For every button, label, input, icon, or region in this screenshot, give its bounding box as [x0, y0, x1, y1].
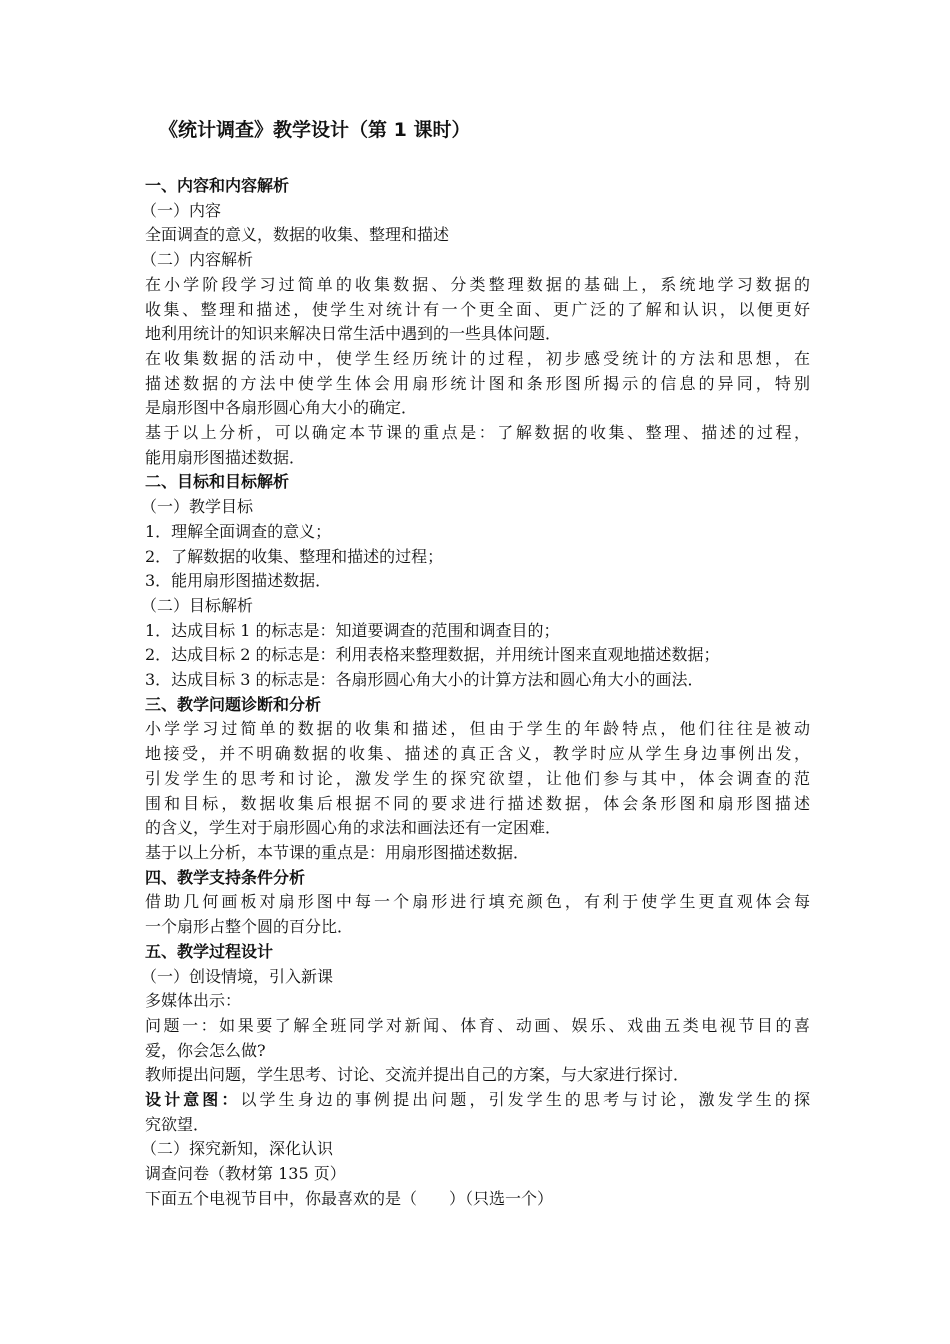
- subsection-heading: [141, 965, 810, 990]
- paragraph-line: [145, 890, 810, 915]
- paragraph-line: [145, 298, 810, 323]
- paragraph-line: [145, 396, 810, 421]
- paragraph-line: [145, 1187, 810, 1212]
- paragraph-line: [145, 717, 810, 742]
- line-text: 围和目标，数据收集后根据不同的要求进行描述数据，体会条形图和扇形图描述: [145, 793, 810, 813]
- paragraph-line: [145, 767, 810, 792]
- line-text: 教师提出问题，学生思考、讨论、交流并提出自己的方案，与大家进行探讨．: [145, 1065, 690, 1085]
- line-text: 地接受，并不明确数据的收集、描述的真正含义，教学时应从学生身边事例出发，: [145, 744, 810, 764]
- subsection-heading: [141, 495, 810, 520]
- subsection-heading: [141, 248, 810, 273]
- section-heading: [145, 940, 810, 965]
- line-text: 3．能用扇形图描述数据．: [145, 571, 332, 591]
- line-text: （一）创设情境，引入新课: [141, 966, 334, 986]
- line-text: 三、教学问题诊断和分析: [145, 694, 322, 714]
- line-text: 基于以上分析，本节课的重点是：用扇形图描述数据．: [145, 842, 530, 862]
- subsection-heading: [141, 594, 810, 619]
- paragraph-line: [145, 1113, 810, 1138]
- subsection-heading: [141, 1137, 810, 1162]
- line-text: 小学学习过简单的数据的收集和描述，但由于学生的年龄特点，他们往往是被动: [145, 719, 810, 739]
- paragraph-line: [145, 322, 810, 347]
- document-body: [141, 174, 810, 1212]
- paragraph-line: [145, 1088, 810, 1113]
- paragraph-line: [145, 915, 810, 940]
- line-text: 调查问卷（教材第 135 页）: [145, 1164, 346, 1184]
- paragraph-line: [145, 668, 810, 693]
- paragraph-line: [145, 1162, 810, 1187]
- line-text: 下面五个电视节目中，你最喜欢的是（ ）（只选一个）: [145, 1188, 554, 1208]
- paragraph-line: [145, 619, 810, 644]
- paragraph-line: [145, 223, 810, 248]
- line-text: （二）目标解析: [141, 595, 254, 615]
- line-text: 2．了解数据的收集、整理和描述的过程；: [145, 546, 444, 566]
- section-heading: [145, 470, 810, 495]
- section-heading: [145, 174, 810, 199]
- paragraph-line: [145, 347, 810, 372]
- line-text: （一）内容: [141, 200, 222, 220]
- paragraph-line: [145, 569, 810, 594]
- section-heading: [145, 866, 810, 891]
- line-text: 全面调查的意义，数据的收集、整理和描述: [145, 225, 450, 245]
- paragraph-line: [145, 1014, 810, 1039]
- document-title: 《统计调查》教学设计（第 1 课时）: [159, 119, 471, 141]
- subsection-heading: [141, 199, 810, 224]
- paragraph-line: [145, 545, 810, 570]
- line-text: （二）探究新知，深化认识: [141, 1139, 334, 1159]
- line-text: 在收集数据的活动中，使学生经历统计的过程，初步感受统计的方法和思想，在: [145, 348, 810, 368]
- line-text: 借助几何画板对扇形图中每一个扇形进行填充颜色，有利于使学生更直观体会每: [145, 892, 810, 912]
- line-text: 多媒体出示：: [145, 991, 242, 1011]
- paragraph-line: [145, 1063, 810, 1088]
- paragraph-line: [145, 273, 810, 298]
- line-text: 以学生身边的事例提出问题，引发学生的思考与讨论，激发学生的探: [240, 1090, 810, 1110]
- line-text: 描述数据的方法中使学生体会用扇形统计图和条形图所揭示的信息的异同，特别: [145, 373, 810, 393]
- line-text: 在小学阶段学习过简单的收集数据、分类整理数据的基础上，系统地学习数据的: [145, 274, 810, 294]
- section-heading: [145, 693, 810, 718]
- line-text: 五、教学过程设计: [145, 941, 274, 961]
- bold-lead-label: 设计意图：: [145, 1090, 241, 1110]
- line-text: 地利用统计的知识来解决日常生活中遇到的一些具体问题．: [145, 324, 562, 344]
- line-text: 1．达成目标 1 的标志是：知道要调查的范围和调查目的；: [145, 620, 560, 640]
- paragraph-line: [145, 446, 810, 471]
- line-text: 基于以上分析，可以确定本节课的重点是：了解数据的收集、整理、描述的过程，: [145, 423, 810, 443]
- line-text: 1．理解全面调查的意义；: [145, 521, 332, 541]
- line-text: 的含义，学生对于扇形圆心角的求法和画法还有一定困难．: [145, 818, 562, 838]
- paragraph-line: [145, 643, 810, 668]
- line-text: 究欲望．: [145, 1114, 210, 1134]
- paragraph-line: [145, 372, 810, 397]
- line-text: 问题一：如果要了解全班同学对新闻、体育、动画、娱乐、戏曲五类电视节目的喜: [145, 1015, 810, 1035]
- line-text: 能用扇形图描述数据．: [145, 447, 306, 467]
- paragraph-line: [145, 1039, 810, 1064]
- line-text: 收集、整理和描述，使学生对统计有一个更全面、更广泛的了解和认识，以便更好: [145, 299, 810, 319]
- line-text: 二、目标和目标解析: [145, 472, 290, 492]
- paragraph-line: [145, 421, 810, 446]
- line-text: 四、教学支持条件分析: [145, 867, 306, 887]
- document-page: [141, 118, 810, 1212]
- line-text: （一）教学目标: [141, 497, 254, 517]
- line-text: 2．达成目标 2 的标志是：利用表格来整理数据，并用统计图来直观地描述数据；: [145, 645, 720, 665]
- paragraph-line: [145, 816, 810, 841]
- paragraph-line: [145, 841, 810, 866]
- line-text: 爱，你会怎么做?: [145, 1040, 266, 1060]
- paragraph-line: [145, 742, 810, 767]
- line-text: 一、内容和内容解析: [145, 176, 290, 195]
- line-text: 一个扇形占整个圆的百分比．: [145, 917, 354, 937]
- paragraph-line: [145, 989, 810, 1014]
- line-text: 引发学生的思考和讨论，激发学生的探究欲望，让他们参与其中，体会调查的范: [145, 768, 810, 788]
- line-text: 是扇形图中各扇形圆心角大小的确定．: [145, 398, 418, 418]
- paragraph-line: [145, 520, 810, 545]
- line-text: （二）内容解析: [141, 250, 254, 270]
- paragraph-line: [145, 792, 810, 817]
- line-text: 3．达成目标 3 的标志是：各扇形圆心角大小的计算方法和圆心角大小的画法．: [145, 670, 704, 690]
